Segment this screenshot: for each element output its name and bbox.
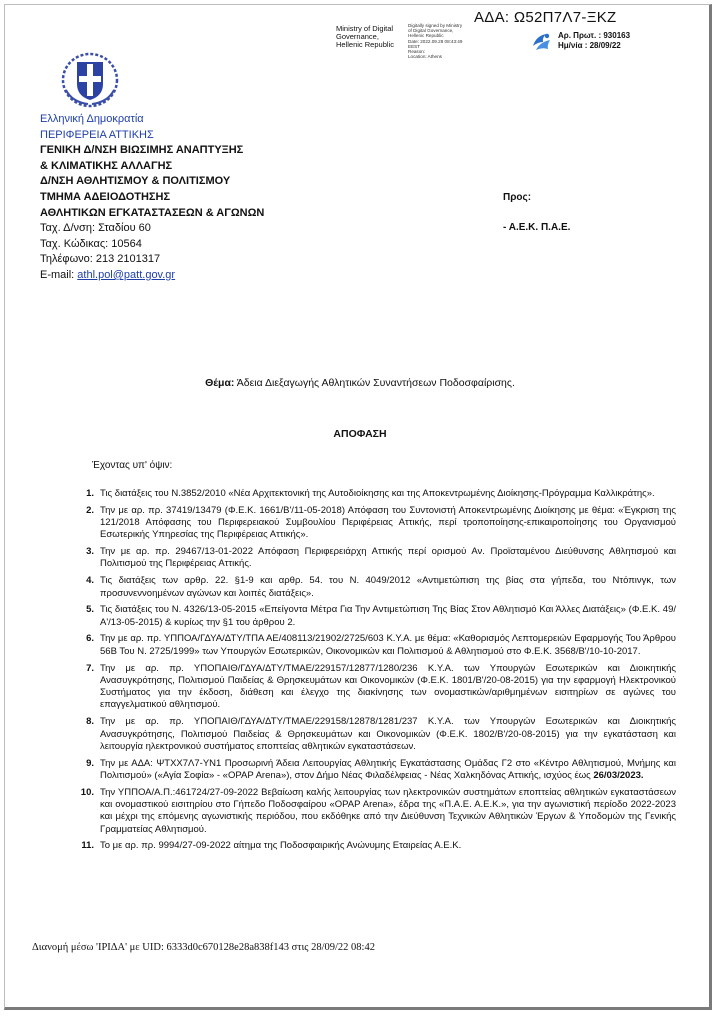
ada-code: ΑΔΑ: Ω52Π7Λ7-ΞΚΖ — [474, 9, 617, 26]
protocol-label: Αρ. Πρωτ. : — [558, 31, 602, 40]
protocol-number: 930163 — [603, 31, 631, 40]
signature-signer — [336, 25, 408, 49]
item-number: 10. — [80, 786, 94, 798]
date-label: Ημ/νία : — [558, 41, 588, 50]
list-item — [86, 716, 676, 753]
sender-address: Ταχ. Δ/νση: Σταδίου 60 — [40, 222, 151, 235]
item-number: 7. — [86, 662, 94, 674]
list-item — [86, 488, 676, 500]
list-item — [86, 604, 676, 629]
sender-phone: Τηλέφωνο: 213 2101317 — [40, 253, 161, 266]
sender-country: Ελληνική Δημοκρατία — [40, 113, 144, 125]
item-number: 9. — [86, 757, 94, 769]
list-item — [86, 546, 676, 571]
distribution-footer: Διανομή μέσω 'ΙΡΙΔΑ' με UID: 6333d0c670128e28a838f143 στις 28/09/22 08:42 — [32, 942, 375, 953]
item-number: 5. — [86, 604, 94, 616]
iris-logo-icon — [530, 30, 554, 54]
item-text: Τις διατάξεις του Ν. 4326/13-05-2015 «Επείγοντα Μέτρα Για Την Αντιμετώπιση Της Βίας Στον Αθλητισμό Και Άλλες Διατάξεις» (Φ.Ε.Κ. 49/Α'/13-05-2015) & κυρίως την §1 του άρθρου 2. — [100, 604, 676, 628]
sender-dept-line: ΤΜΗΜΑ ΑΔΕΙΟΔΟΤΗΣΗΣ — [40, 190, 171, 203]
list-item — [86, 662, 676, 712]
item-number: 6. — [86, 633, 94, 645]
sig-detail-line: Date: 2022.09.28 08:43:49 — [408, 38, 463, 44]
sig-detail-line: Hellenic Republic — [408, 33, 444, 39]
subject-line — [0, 377, 720, 389]
list-item — [80, 786, 676, 836]
item-number: 8. — [86, 716, 94, 728]
item-text: Την με αρ. πρ. ΥΠΟΠΑΙΘ/ΓΔΥΑ/ΔΤΥ/ΤΜΑΕ/229158/12878/1281/237 Κ.Υ.Α. των Υπουργών Εσωτερικών και Διοικητικής Ανασυγκρότησης, Πολιτισμού Παιδείας & Θρησκευμάτων και Οικονομικών (Φ.Ε.Κ. 1802/Β'/20-08-2015) για την εγκατάσταση και λειτουργία ηλεκτρονικού συστήματος εποπτείας αθλητικών εγκαταστάσεων. — [100, 716, 676, 752]
email-link[interactable]: athl.pol@patt.gov.gr — [77, 268, 176, 281]
item-number: 2. — [86, 504, 94, 516]
item-text: Το με αρ. πρ. 9994/27-09-2022 αίτημα της Ποδοσφαιρικής Ανώνυμης Εταιρείας Α.Ε.Κ. — [100, 840, 462, 852]
list-item — [81, 840, 676, 852]
considerations-list — [80, 488, 676, 857]
item-text: Την ΥΠΠΟΑ/Α.Π.:461724/27-09-2022 Βεβαίωση καλής λειτουργίας των ηλεκτρονικών συστημάτων εποπτείας αθλητικών εγκαταστάσεων και ονομαστικού εισιτηρίου στο Γήπεδο Ποδοσφαίρου «OPAP Arena», έδρα της «Π.Α.Ε. Α.Ε.Κ.», για την αγωνιστική περίοδο 2022-2023 και μέχρι της επόμενης αγωνιστικής περιόδου, που εκδόθηκε από την Διεύθυνση Τεχνικών Αθλητικών Έργων & Υποδομών της Γενικής Γραμματείας Αθλητισμού. — [100, 786, 676, 835]
item-text: Την με αρ. πρ. ΥΠΠΟΑ/ΓΔΥΑ/ΔΤΥ/ΤΠΑ ΑΕ/408113/21902/2725/603 Κ.Υ.Α. με θέμα: «Καθορισμός Λεπτομερειών Εφαρμογής Του Άρθρου 56Β Του Ν. 2725/1999» των Υπουργών Εσωτερικών, Οικονομικών και Πολιτισμού & Αθλητισμού στο Φ.Ε.Κ. 3568/Β'/10-10-2017. — [100, 633, 676, 657]
date-value: 28/09/22 — [589, 41, 621, 50]
item-text: Τις διατάξεις των αρθρ. 22. §1-9 και αρθρ. 54. του Ν. 4049/2012 «Αντιμετώπιση της βίας στα γήπεδα, του Ντόπινγκ, των προσυνεννοημένων αγώνων και λοιπές διατάξεις». — [100, 575, 676, 599]
list-item — [86, 504, 676, 542]
greek-emblem-icon — [58, 50, 122, 108]
item-bold-date: 26/03/2023. — [593, 769, 644, 781]
sender-dept-line: ΑΘΛΗΤΙΚΩΝ ΕΓΚΑΤΑΣΤΑΣΕΩΝ & ΑΓΩΝΩΝ — [40, 206, 265, 219]
item-text: Τις διατάξεις του Ν.3852/2010 «Νέα Αρχιτεκτονική της Αυτοδιοίκησης και της Αποκεντρωμένης Διοίκησης-Πρόγραμμα Καλλικράτης». — [100, 488, 655, 499]
sender-email-row — [40, 268, 264, 284]
subject-text: Άδεια Διεξαγωγής Αθλητικών Συναντήσεων Ποδοσφαίρισης. — [234, 377, 515, 389]
sender-dept-line: ΓΕΝΙΚΗ Δ/ΝΣΗ ΒΙΩΣΙΜΗΣ ΑΝΑΠΤΥΞΗΣ — [40, 144, 244, 157]
list-item — [86, 575, 676, 600]
signer-line: Hellenic Republic — [336, 40, 394, 49]
item-number: 3. — [86, 546, 94, 558]
signature-details — [408, 23, 478, 59]
sig-detail-line: of Digital Governance, — [408, 28, 454, 34]
sig-detail-line: Reason: — [408, 49, 426, 55]
sig-detail-line: Digitally signed by Ministry — [408, 23, 463, 28]
intro-text: Έχοντας υπ' όψιν: — [92, 460, 173, 471]
sender-dept-line: & ΚΛΙΜΑΤΙΚΗΣ ΑΛΛΑΓΗΣ — [40, 159, 173, 172]
recipient-label: Προς: — [503, 192, 532, 203]
decision-title: ΑΠΟΦΑΣΗ — [333, 428, 387, 440]
signer-line: Ministry of Digital — [336, 24, 394, 33]
protocol-info — [558, 31, 630, 51]
subject-label: Θέμα: — [205, 377, 235, 389]
sender-postal-code: Ταχ. Κώδικας: 10564 — [40, 237, 142, 250]
item-text: Την με αρ. πρ. 29467/13-01-2022 Απόφαση Περιφερειάρχη Αττικής περί ορισμού Αν. Προϊσταμένου Διεύθυνσης Αθλητισμού και Πολιτισμού της Περιφέρειας Αττικής. — [100, 546, 676, 570]
item-text: Την με αρ. πρ. 37419/13479 (Φ.Ε.Κ. 1661/Β'/11-05-2018) Απόφαση του Συντονιστή Αποκεντρωμένης Διοίκησης με θέμα: «Έγκριση της 121/2018 Απόφασης του Περιφερειακού Συμβουλίου Περιφέρειας Αττικής, περί τροποποίησης-επικαιροποίησης του Οργανισμού Εσωτερικής Υπηρεσίας της Περιφέρειας Αττικής». — [100, 504, 676, 541]
sig-detail-line: EEST — [408, 43, 420, 49]
sig-detail-line: Location: Athens — [408, 54, 442, 60]
sender-block — [40, 112, 264, 284]
email-label: E-mail: — [40, 268, 78, 281]
item-number: 4. — [86, 575, 94, 587]
sender-region: ΠΕΡΙΦΕΡΕΙΑ ΑΤΤΙΚΗΣ — [40, 128, 154, 141]
item-text: Την με ΑΔΑ: ΨΤΧΧ7Λ7-ΥΝ1 Προσωρινή Άδεια Λειτουργίας Αθλητικής Εγκατάστασης Ομάδας Γ2 στο «Κέντρο Αθλητισμού, Μνήμης και Πολιτισμού» («Αγία Σοφία» - «OPAP Arena»), στον Δήμο Νέας Φιλαδέλφειας - Νέας Χαλκηδόνας Αττικής, ισχύος έως — [100, 757, 676, 781]
item-number: 1. — [86, 488, 94, 499]
recipient-name: - Α.Ε.Κ. Π.Α.Ε. — [503, 222, 571, 233]
list-item — [86, 633, 676, 658]
item-text: Την με αρ. πρ. ΥΠΟΠΑΙΘ/ΓΔΥΑ/ΔΤΥ/ΤΜΑΕ/229157/12877/1280/236 Κ.Υ.Α. των Υπουργών Εσωτερικών και Διοικητικής Ανασυγκρότησης, Πολιτισμού Παιδείας & Θρησκευμάτων και Οικονομικών (Φ.Ε.Κ. 1801/Β'/20-08-2015) για την εφαρμογή Ηλεκτρονικού Συστήματος για την έκδοση, διάθεση και έλεγχο της διακίνησης των ονομαστικών/αριθμημένων εισιτηρίων σε αγώνες του επαγγελματικού αθλητισμού. — [100, 662, 676, 711]
item-number: 11. — [81, 840, 94, 852]
list-item — [86, 757, 676, 783]
sender-dept-line: Δ/ΝΣΗ ΑΘΛΗΤΙΣΜΟΥ & ΠΟΛΙΤΙΣΜΟΥ — [40, 175, 231, 188]
signer-line: Governance, — [336, 32, 379, 41]
